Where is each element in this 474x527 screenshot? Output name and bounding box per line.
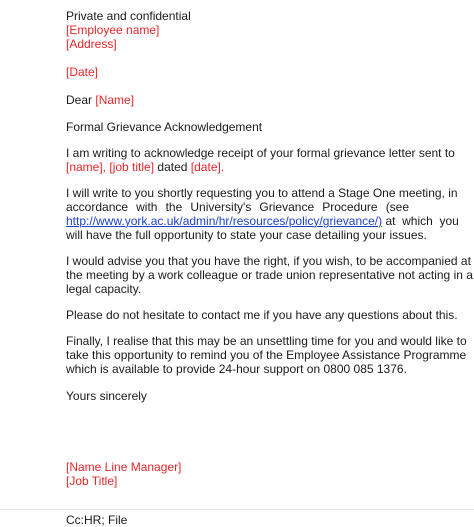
p5-line-3: which is available to provide 24-hour support on 0800 085 1376. [66, 362, 407, 376]
paragraph-acknowledge [66, 146, 455, 174]
p5-line-1: Finally, I realise that this may be an unsettling time for you and would like to [66, 334, 467, 348]
sender-name: [Name Line Manager] [66, 460, 182, 474]
p5-line-2: take this opportunity to remind you of the Employee Assistance Programme [66, 348, 467, 362]
p2-word: (see [385, 200, 410, 214]
sender-title: [Job Title] [66, 474, 118, 488]
p1-job-title: [job title] [109, 160, 155, 174]
confidential-header: Private and confidential [66, 9, 191, 23]
p1-date: [date]. [190, 160, 225, 174]
paragraph-accompanied [66, 254, 473, 296]
salutation-name: [Name] [95, 93, 135, 107]
p2-line-3-rest: at which you [382, 214, 459, 228]
recipient-name: [Employee name] [66, 23, 160, 37]
p2-word: University's [190, 200, 252, 214]
letter-body [66, 9, 473, 527]
p3-line-1: I would advise you that you have the right, if you wish, to be accompanied at [66, 254, 471, 268]
p1-name: [name], [66, 160, 107, 174]
p2-word: the [165, 200, 183, 214]
p2-word: Procedure [322, 200, 378, 214]
grievance-policy-link[interactable]: http://www.york.ac.uk/admin/hr/resources/policy/grievance/) [66, 214, 383, 228]
paragraph-assistance [66, 334, 467, 376]
page-divider [0, 509, 474, 510]
paragraph-meeting [66, 186, 459, 242]
p1-dated: dated [157, 160, 188, 174]
p2-line-4: will have the full opportunity to state your case detailing your issues. [66, 228, 427, 242]
salutation-line [66, 93, 409, 107]
recipient-address: [Address] [66, 37, 117, 51]
cc-line: Cc:HR; File [66, 513, 128, 527]
letter-subject: Formal Grievance Acknowledgement [66, 120, 263, 134]
p3-line-3: legal capacity. [66, 282, 142, 296]
p4-line: Please do not hesitate to contact me if you have any questions about this. [66, 308, 458, 322]
p2-word: accordance [66, 200, 129, 214]
paragraph-contact [66, 308, 458, 322]
p2-word: Grievance [259, 200, 315, 214]
salutation-text: Dear [66, 93, 93, 107]
letter-date: [Date] [66, 65, 99, 79]
p2-word: with [136, 200, 158, 214]
p2-line-2 [66, 200, 409, 214]
closing: Yours sincerely [66, 389, 147, 403]
p1-line-1: I am writing to acknowledge receipt of your formal grievance letter sent to [66, 146, 455, 160]
p1-line-2 [66, 160, 409, 174]
p2-line-3 [66, 214, 459, 228]
p3-line-2: the meeting by a work colleague or trade union representative not acting in a [66, 268, 473, 282]
p2-line-1: I will write to you shortly requesting you to attend a Stage One meeting, in [66, 186, 458, 200]
